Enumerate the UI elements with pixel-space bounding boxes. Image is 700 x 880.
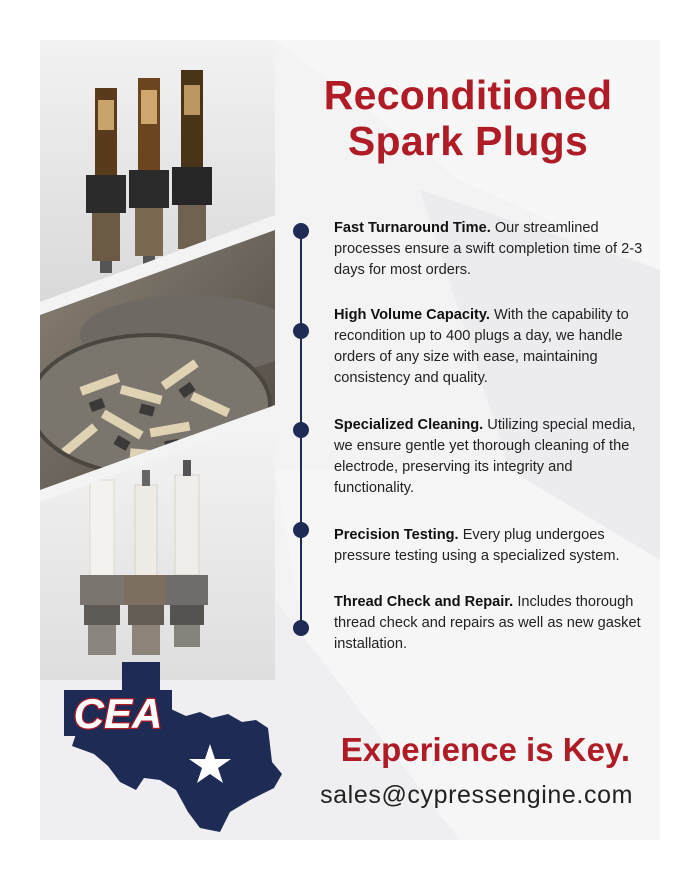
- flyer-page: [40, 40, 660, 840]
- title-line-1: Reconditioned: [323, 72, 613, 118]
- feature-heading: Fast Turnaround Time.: [334, 220, 491, 236]
- feature-text: Every plug undergoes pressure testing using a specialized system.: [334, 527, 620, 564]
- timeline-dot: [293, 422, 309, 438]
- feature-item: [334, 218, 644, 281]
- feature-item: [334, 592, 644, 655]
- slogan: Experience is Key.: [340, 731, 630, 768]
- timeline-dot: [293, 223, 309, 239]
- feature-heading: Specialized Cleaning.: [334, 417, 484, 433]
- feature-item: [334, 525, 644, 567]
- page-title: [278, 72, 658, 164]
- timeline-dot: [293, 323, 309, 339]
- feature-item: [334, 305, 644, 389]
- feature-heading: Precision Testing.: [334, 527, 459, 543]
- feature-text: Our streamlined processes ensure a swift completion time of 2-3 days for most orders.: [334, 220, 643, 278]
- contact-email[interactable]: sales@cypressengine.com: [320, 781, 633, 809]
- feature-text: Utilizing special media, we ensure gentle yet thorough cleaning of the electrode, preserving its integrity and functionality.: [334, 417, 636, 496]
- feature-item: [334, 415, 644, 499]
- feature-heading: Thread Check and Repair.: [334, 594, 514, 610]
- feature-text: Includes thorough thread check and repairs as well as new gasket installation.: [334, 594, 641, 652]
- timeline-dot: [293, 522, 309, 538]
- feature-text: With the capability to recondition up to 400 plugs a day, we handle orders of any size with ease, maintaining consistency and quality.: [334, 307, 629, 386]
- feature-heading: High Volume Capacity.: [334, 307, 490, 323]
- title-line-2: Spark Plugs: [347, 118, 589, 164]
- photo-collage: [40, 40, 275, 680]
- logo-text: CEA: [73, 690, 163, 737]
- timeline-dot: [293, 620, 309, 636]
